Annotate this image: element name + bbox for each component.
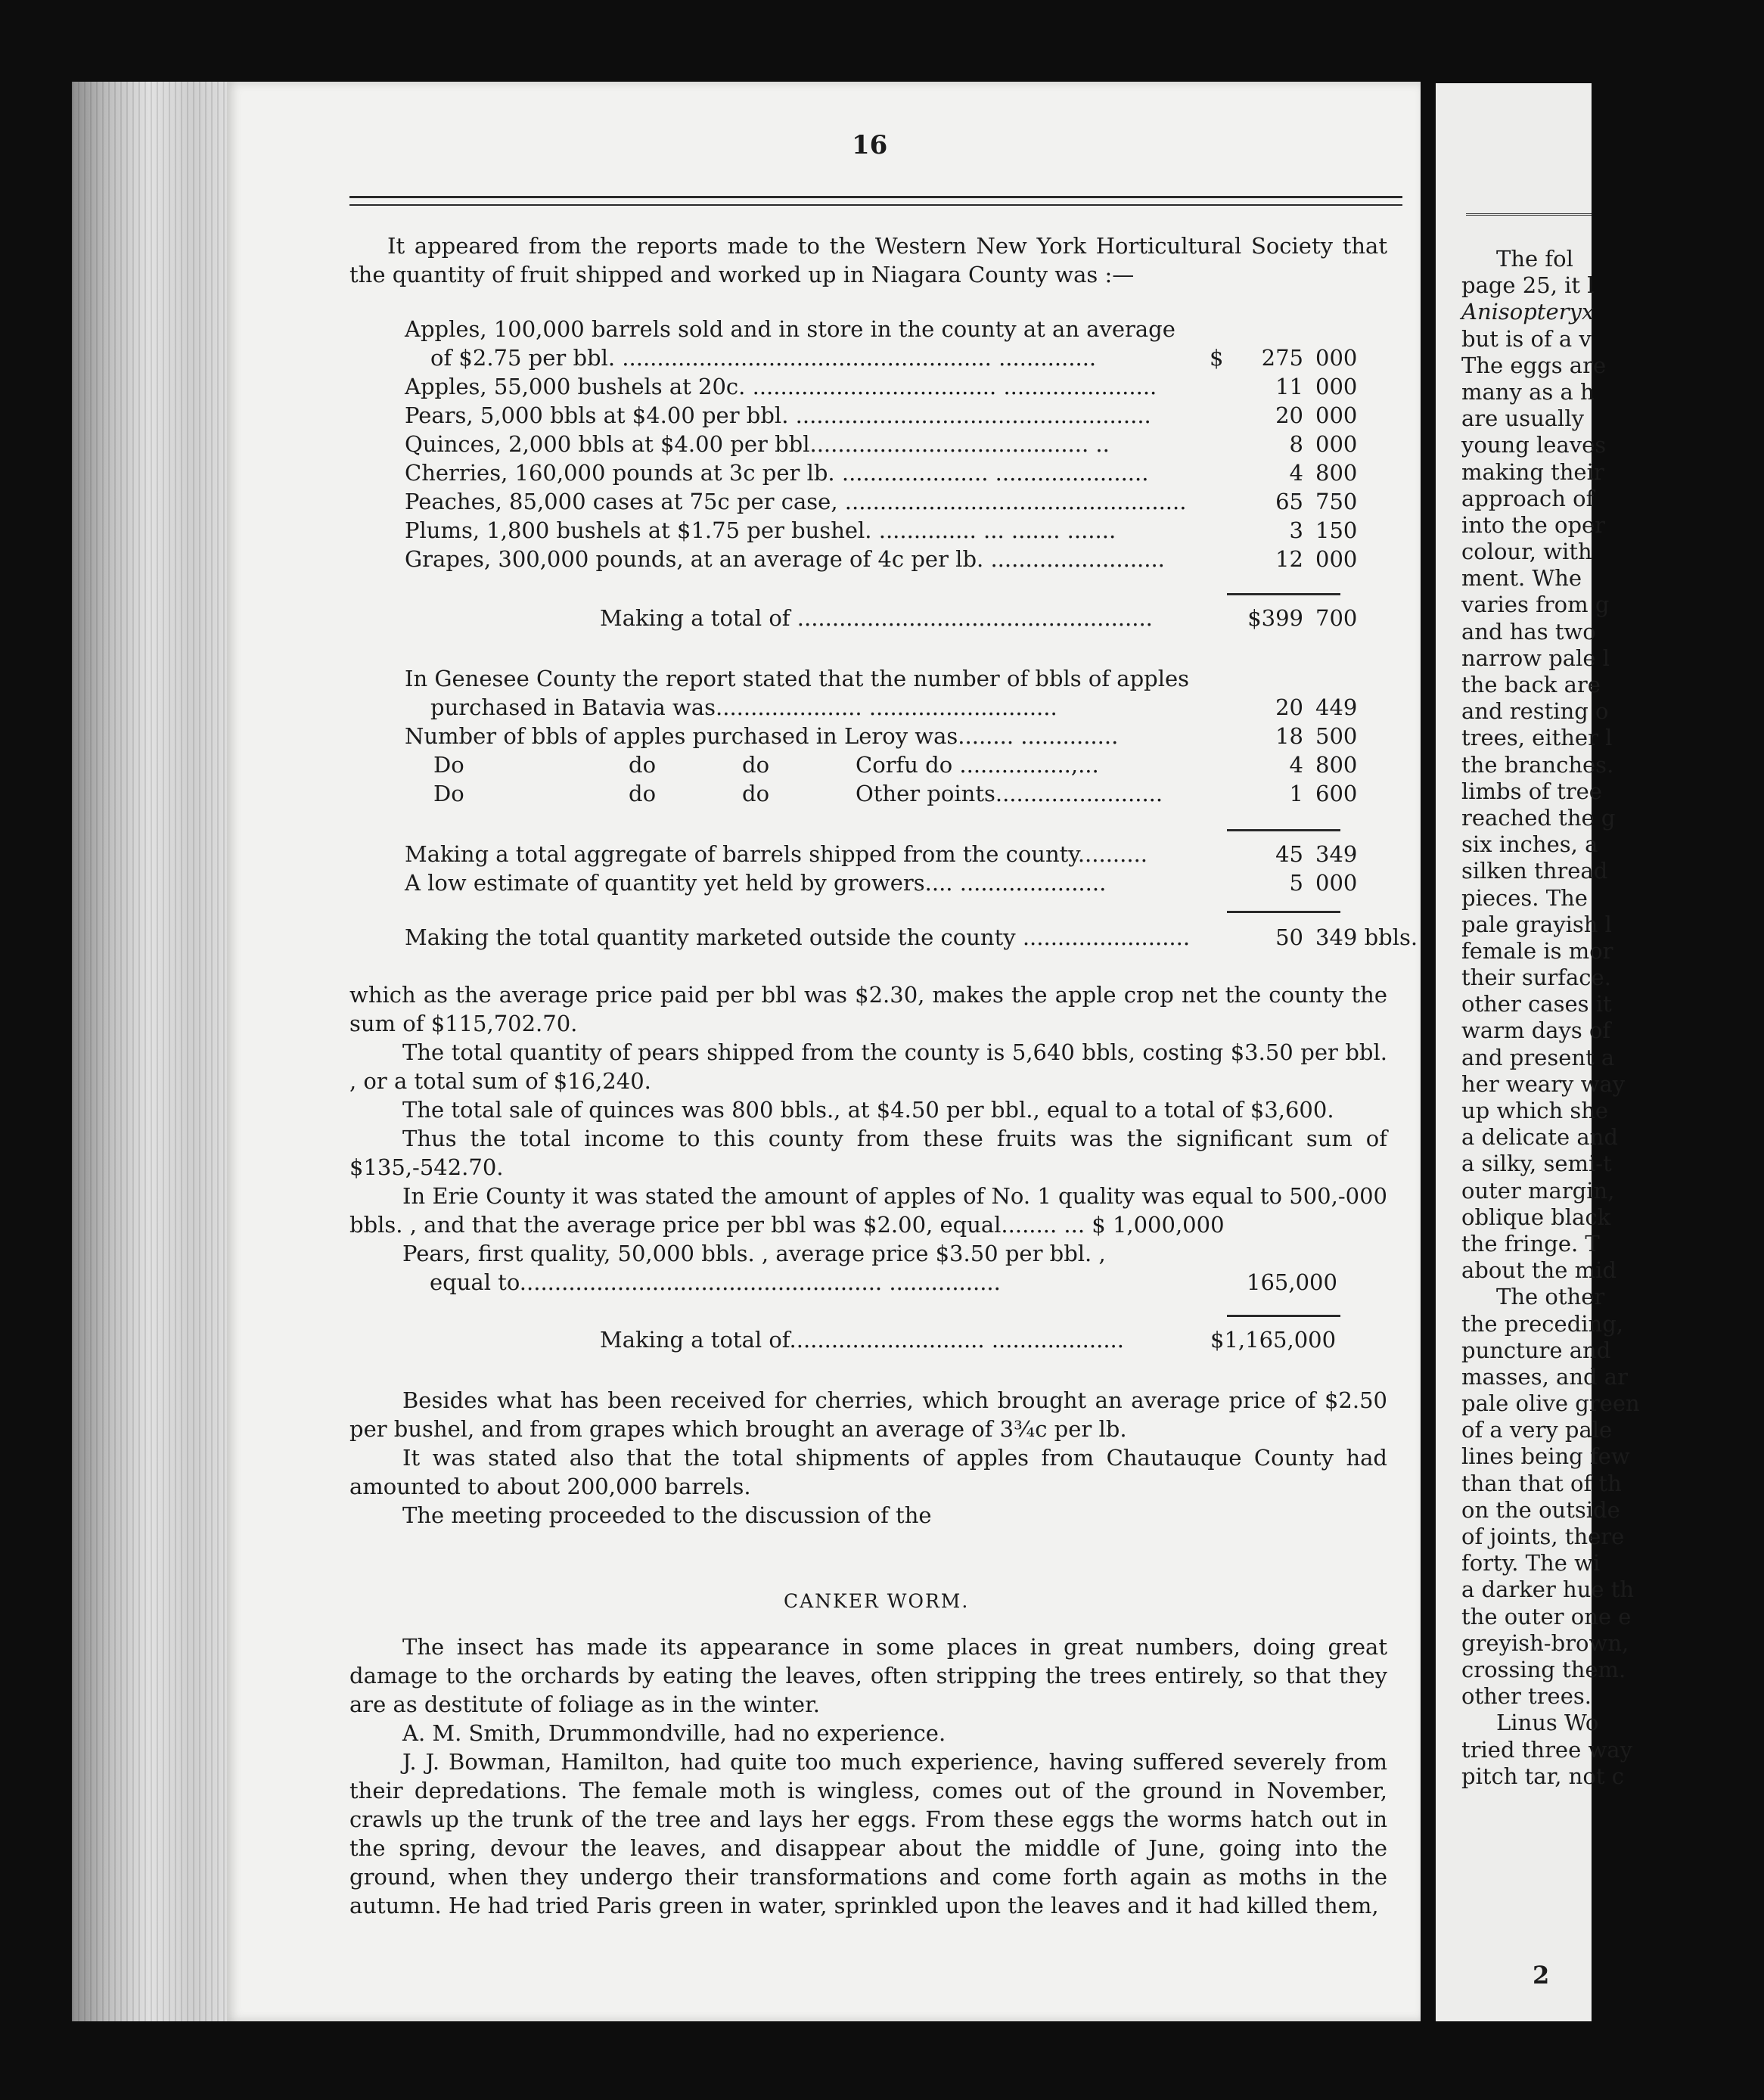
header-rule — [349, 196, 1402, 206]
table-row — [405, 752, 1388, 781]
row-value-major: 1 — [1289, 781, 1303, 806]
row-label: Cherries, 160,000 pounds at 3c per lb. ..................... ...................... — [405, 460, 1149, 486]
right-page-line: the branches. — [1461, 751, 1614, 778]
right-page-line: silken thread — [1461, 858, 1608, 884]
row-label: purchased in Batavia was..................... ........................... — [430, 694, 1057, 720]
right-page-line: a delicate and — [1461, 1124, 1618, 1151]
right-page-line: approach of — [1461, 485, 1595, 511]
paragraph-chautauque: It was stated also that the total shipments of apples from Chautauque County had amounted to about 200,000 barrels. — [349, 1445, 1387, 1499]
row-col-3: do — [742, 781, 770, 806]
row-value-minor: 500 — [1315, 723, 1358, 749]
right-page-line: warm days of — [1461, 1017, 1611, 1044]
erie-pears-equal: equal to.................................................... ................ — [430, 1269, 1001, 1295]
right-page-line: pale grayish l — [1461, 911, 1612, 937]
right-page-line: up which she — [1461, 1098, 1609, 1123]
right-page-line: six inches, a — [1461, 831, 1598, 858]
table-row — [405, 431, 1388, 460]
table-row — [405, 374, 1388, 402]
row-value-major: 4 — [1289, 460, 1303, 486]
right-page-line: than that of th — [1461, 1470, 1622, 1496]
paragraph-bowman: J. J. Bowman, Hamilton, had quite too much experience, having suffered severely from their depredations. The female moth is wingless, comes out of the ground in November, crawls up the trunk of the tree and lays her eggs. From these eggs the worms hatch out in the spring, devour the leaves, and disappear about the middle of June, going into the ground, when they undergo their transformations and come forth again as moths in the autumn. He had tried Paris green in water, sprinkled upon the leaves and it had killed them, — [349, 1749, 1387, 1918]
row-value-minor: 449 — [1315, 694, 1358, 720]
row-value-minor: 800 — [1315, 460, 1358, 486]
row-value-major: 4 — [1289, 752, 1303, 778]
right-page-line: puncture and — [1461, 1337, 1611, 1363]
table-row — [405, 870, 1388, 899]
row-value-major: 20 — [1275, 694, 1303, 720]
row-label: A low estimate of quantity yet held by growers.... ..................... — [405, 870, 1107, 896]
right-page-number: 2 — [1533, 1961, 1550, 1990]
right-page-line: of a very pale — [1461, 1417, 1613, 1443]
row-value-minor: 150 — [1315, 517, 1358, 543]
right-page-line: young leaves — [1461, 432, 1607, 458]
paragraph-income: Thus the total income to this county from these fruits was the significant sum of $135,-542.70. — [349, 1126, 1387, 1180]
right-page-line: pale olive green — [1461, 1390, 1640, 1417]
paragraph-insect: The insect has made its appearance in some places in great numbers, doing great damage to the orchards by eating the leaves, often stripping the trees entirely, so that they are as destitute of foliage as in the winter. — [349, 1634, 1387, 1717]
row-value-minor: 349 — [1315, 841, 1358, 867]
row-value-minor: 750 — [1315, 489, 1358, 514]
right-page-line: pitch tar, not c — [1461, 1763, 1624, 1789]
right-page-line: the fringe. T — [1461, 1230, 1600, 1257]
right-page-line: are usually — [1461, 405, 1584, 432]
right-page-line: female is mor — [1461, 937, 1613, 964]
paragraph-apple-price: which as the average price paid per bbl was $2.30, makes the apple crop net the county the sum of $115,702.70. — [349, 982, 1387, 1036]
right-page-line: the preceding, — [1461, 1310, 1624, 1337]
row-label: Apples, 100,000 barrels sold and in store in the county at an average — [405, 316, 1175, 342]
right-page-line: tried three way — [1461, 1736, 1632, 1763]
right-page-line: The other — [1496, 1284, 1605, 1310]
row-value-minor: 600 — [1315, 781, 1358, 806]
book-page-edges — [72, 82, 246, 2021]
row-label: Quinces, 2,000 bbls at $4.00 per bbl........................................ .. — [405, 431, 1110, 457]
right-page-line: lines being few — [1461, 1443, 1630, 1470]
marketed-total-v1: 50 — [1275, 924, 1303, 950]
row-value-minor: 000 — [1315, 402, 1358, 428]
right-page-line: on the outside — [1461, 1496, 1620, 1523]
erie-pears-value: 165,000 — [1247, 1269, 1337, 1295]
table-row — [405, 517, 1388, 546]
right-page-line: about the mid — [1461, 1257, 1616, 1284]
niagara-total-row — [405, 605, 1388, 634]
right-page-line: page 25, it l — [1461, 272, 1595, 299]
row-value-major: 20 — [1275, 402, 1303, 428]
paragraph-pears: The total quantity of pears shipped from the county is 5,640 bbls, costing $3.50 per bbl. , or a total sum of $16,240. — [349, 1039, 1387, 1094]
paragraph-meeting: The meeting proceeded to the discussion of the — [402, 1502, 932, 1528]
erie-pears-label: Pears, first quality, 50,000 bbls. , average price $3.50 per bbl. , — [402, 1241, 1106, 1266]
right-page-line: other trees. — [1461, 1683, 1592, 1710]
row-label: Peaches, 85,000 cases at 75c per case, ................................................. — [405, 489, 1187, 514]
right-page-line: trees, either l — [1461, 725, 1613, 751]
row-label: Making a total aggregate of barrels shipped from the county.......... — [405, 841, 1148, 867]
row-label: Plums, 1,800 bushels at $1.75 per bushel. .............. ... ....... ....... — [405, 517, 1116, 543]
right-page-text — [1461, 246, 1764, 1790]
table-row — [405, 723, 1388, 752]
right-page-line: narrow pale l — [1461, 645, 1610, 671]
niagara-total-v2: 700 — [1315, 605, 1358, 631]
right-page-line: outer margin, — [1461, 1177, 1615, 1204]
row-value-major: 275 — [1261, 345, 1303, 371]
right-page-line: of joints, there — [1461, 1524, 1625, 1549]
row-value-minor: 000 — [1315, 870, 1358, 896]
paragraph-erie: In Erie County it was stated the amount of apples of No. 1 quality was equal to 500,-000 bbls. , and that the average price per bbl was $2.00, equal........ ... $ 1,000,000 — [349, 1183, 1387, 1238]
right-page-line: ment. Whe — [1461, 565, 1582, 592]
right-page-line: a darker hue th — [1461, 1577, 1635, 1603]
table-row — [405, 666, 1388, 694]
sum-rule — [1227, 829, 1340, 831]
right-page-line: The eggs are — [1461, 352, 1607, 378]
table-row — [405, 402, 1388, 431]
niagara-total-label: Making a total of ................................................... — [600, 605, 1153, 631]
row-col-4: Corfu do ................,... — [856, 752, 1099, 778]
row-value-major: 11 — [1275, 374, 1303, 399]
paragraph-quinces: The total sale of quinces was 800 bbls., at $4.50 per bbl., equal to a total of $3,600. — [402, 1097, 1334, 1123]
paragraph-besides: Besides what has been received for cherries, which brought an average price of $2.50 per bushel, and from grapes which brought an average of 3¾c per lb. — [349, 1387, 1387, 1442]
row-col-3: do — [742, 752, 770, 778]
right-page — [1436, 83, 1640, 2021]
row-col-2: do — [629, 752, 657, 778]
right-page-line: and present a — [1461, 1044, 1615, 1070]
right-page-line: but is of a v — [1461, 325, 1592, 352]
table-row — [405, 316, 1388, 345]
row-value-major: 18 — [1275, 723, 1303, 749]
sum-rule — [1227, 1315, 1340, 1317]
right-page-line: The fol — [1496, 246, 1573, 272]
page-number: 16 — [852, 130, 888, 160]
row-label: Do — [433, 752, 464, 778]
right-page-line: making their — [1461, 458, 1604, 485]
section-heading: CANKER WORM. — [784, 1590, 970, 1612]
sum-rule — [1227, 911, 1340, 913]
sum-rule — [1227, 593, 1340, 595]
row-col-4: Other points........................ — [856, 781, 1163, 806]
right-page-line: her weary way — [1461, 1070, 1626, 1097]
row-value-major: 12 — [1275, 546, 1303, 572]
row-label: Grapes, 300,000 pounds, at an average of 4c per lb. ......................... — [405, 546, 1165, 572]
right-page-line: and resting o — [1461, 698, 1609, 725]
table-row — [405, 460, 1388, 489]
right-page-line: other cases it — [1461, 991, 1612, 1017]
table-row — [405, 489, 1388, 517]
row-label: Do — [433, 781, 464, 806]
row-label: of $2.75 per bbl. ..................................................... .............. — [430, 345, 1097, 371]
row-label: In Genesee County the report stated that the number of bbls of apples — [405, 666, 1190, 691]
row-value-minor: 000 — [1315, 546, 1358, 572]
row-value-major: 45 — [1275, 841, 1303, 867]
row-label: Apples, 55,000 bushels at 20c. ................................... ...................... — [405, 374, 1157, 399]
right-page-line: Anisopteryx — [1461, 299, 1595, 325]
right-page-line: reached the g — [1461, 804, 1616, 831]
row-value-minor: 000 — [1315, 374, 1358, 399]
right-page-rule — [1466, 213, 1592, 219]
row-value-major: 65 — [1275, 489, 1303, 514]
right-page-line: the outer one e — [1461, 1603, 1632, 1629]
row-value-minor: 000 — [1315, 345, 1358, 371]
marketed-total-row — [405, 924, 1418, 953]
right-page-line: forty. The wi — [1461, 1550, 1601, 1577]
row-value-major: 5 — [1289, 870, 1303, 896]
row-label: Number of bbls of apples purchased in Leroy was........ .............. — [405, 723, 1119, 749]
right-page-line: limbs of tree — [1461, 778, 1602, 804]
right-page-line: greyish-brown, — [1461, 1629, 1629, 1656]
table-row — [405, 694, 1388, 723]
erie-total-value: $1,165,000 — [1210, 1327, 1337, 1353]
row-value-minor: 800 — [1315, 752, 1358, 778]
niagara-total-v1: $399 — [1247, 605, 1303, 631]
right-page-line: masses, and ar — [1461, 1363, 1628, 1390]
right-page-line: varies from g — [1461, 592, 1610, 618]
table-row — [405, 546, 1388, 575]
right-page-line: into the oper — [1461, 511, 1606, 538]
right-page-line: crossing them. — [1461, 1656, 1626, 1682]
table-row — [405, 345, 1388, 374]
row-col-2: do — [629, 781, 657, 806]
right-page-line: many as a h — [1461, 378, 1595, 405]
row-value-major: 8 — [1289, 431, 1303, 457]
right-page-line: colour, with — [1461, 539, 1592, 565]
right-page-line: their surface. — [1461, 965, 1611, 991]
row-currency: $ — [1210, 345, 1224, 371]
table-row — [405, 841, 1388, 870]
right-page-line: a silky, semi-t — [1461, 1151, 1612, 1177]
intro-paragraph: It appeared from the reports made to the Western New York Horticultural Society that the quantity of fruit shipped and worked up in Niagara County was :— — [349, 233, 1387, 287]
right-page-line: Linus Wo — [1496, 1710, 1599, 1736]
right-page-line: pieces. The — [1461, 884, 1588, 911]
marketed-total-v2: 349 bbls. — [1315, 924, 1418, 950]
right-page-line: and has two — [1461, 618, 1596, 645]
right-page-line: the back are — [1461, 672, 1601, 697]
marketed-total-label: Making the total quantity marketed outside the county ........................ — [405, 924, 1191, 950]
right-page-line: oblique black — [1461, 1204, 1611, 1230]
erie-total-label: Making a total of............................ ................... — [600, 1327, 1124, 1353]
row-value-minor: 000 — [1315, 431, 1358, 457]
table-row — [405, 781, 1388, 809]
row-label: Pears, 5,000 bbls at $4.00 per bbl. ................................................... — [405, 402, 1151, 428]
row-value-major: 3 — [1289, 517, 1303, 543]
paragraph-smith: A. M. Smith, Drummondville, had no experience. — [402, 1720, 946, 1746]
